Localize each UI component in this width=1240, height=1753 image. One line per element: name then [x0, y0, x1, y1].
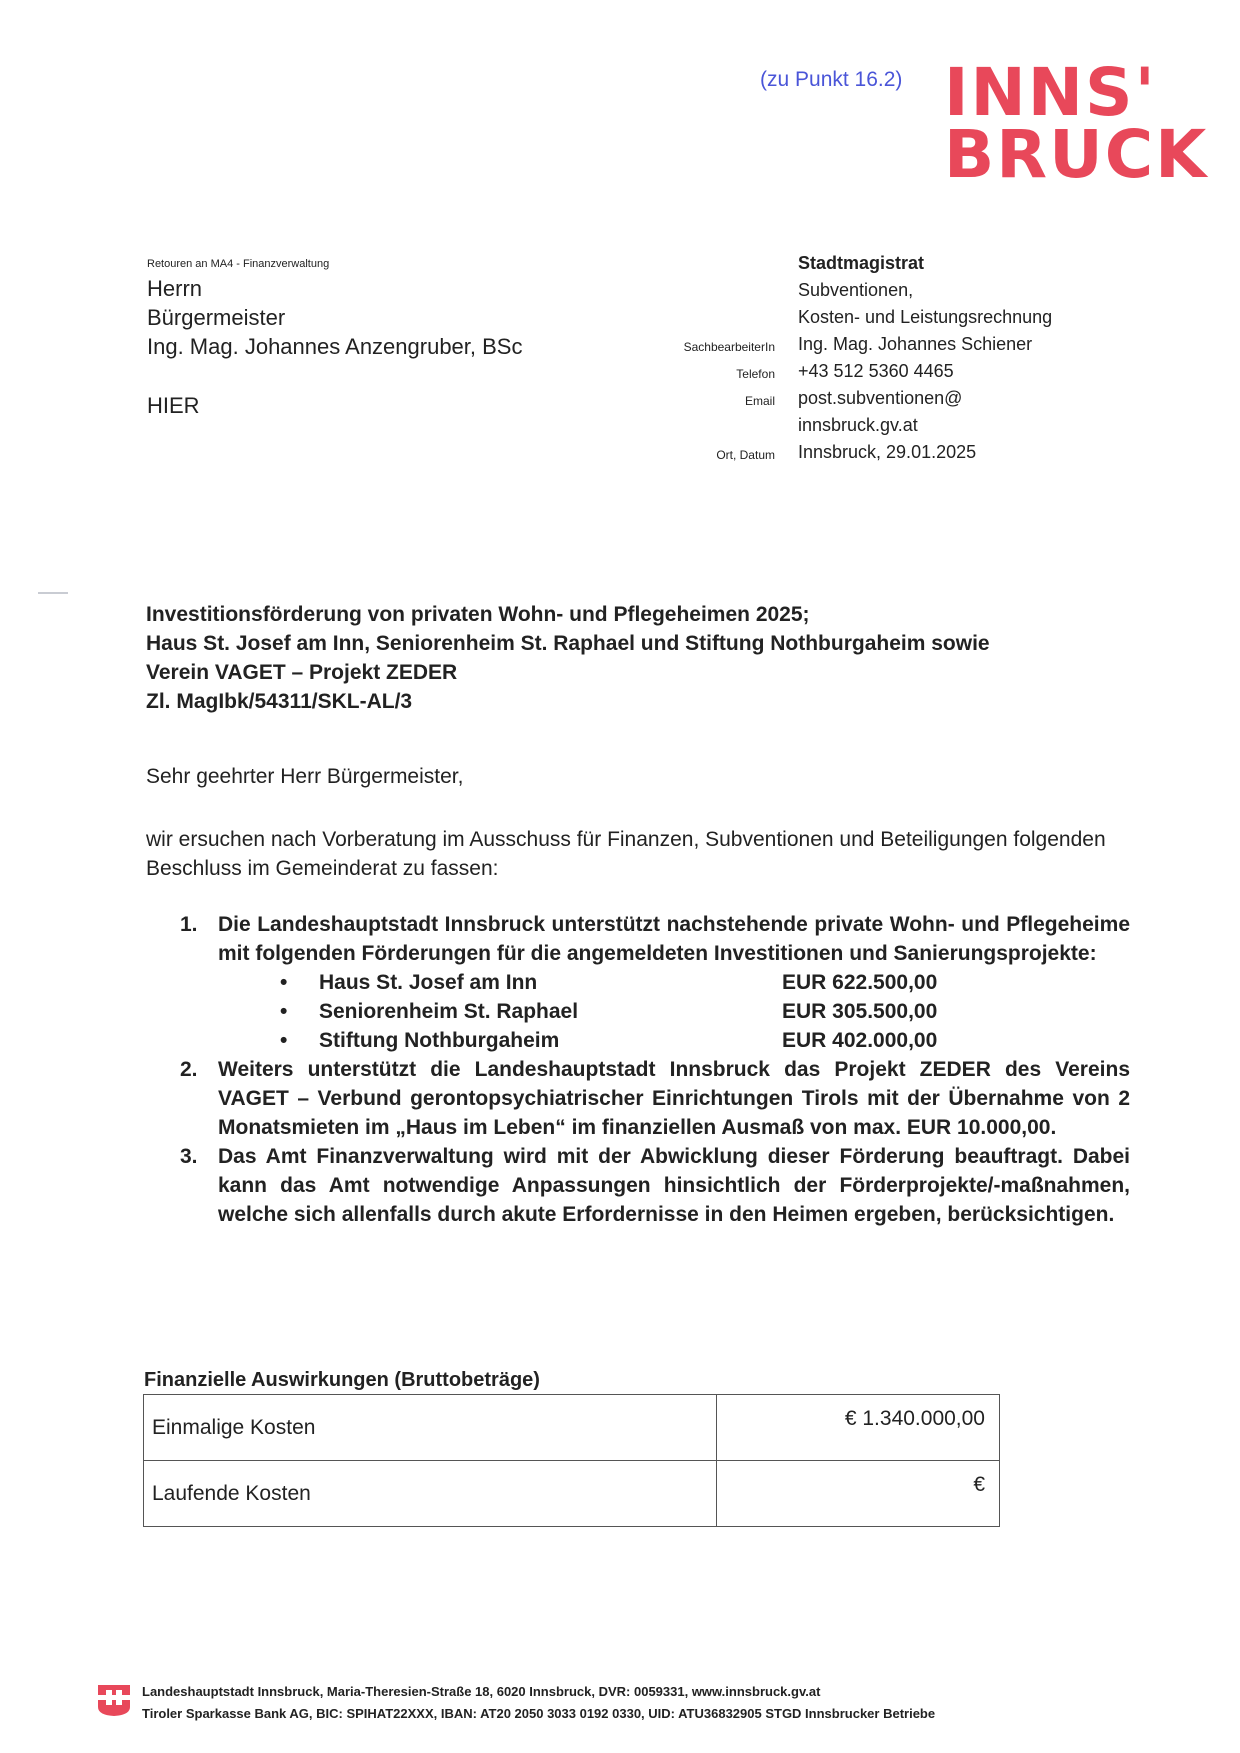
- logo-line-1: INNS': [944, 54, 1157, 131]
- sender-email[interactable]: post.subventionen@: [798, 388, 963, 408]
- recipient-line: Herrn: [147, 276, 203, 301]
- footer: [142, 1681, 935, 1725]
- resolution-item: [180, 1055, 1130, 1142]
- grant-name: Seniorenheim St. Raphael: [319, 1000, 579, 1023]
- footer-line-1: [142, 1681, 935, 1703]
- sender-department: Kosten- und Leistungsrechnung: [798, 307, 1053, 327]
- grant-item: [218, 1026, 1130, 1055]
- bullet-icon: •: [280, 1029, 288, 1052]
- innsbruck-logo: [944, 54, 1209, 193]
- sender-clerk: Ing. Mag. Johannes Schiener: [798, 334, 1033, 354]
- subject: [146, 600, 990, 716]
- resolution-text: Weiters unterstützt die Landeshauptstadt Innsbruck das Projekt ZEDER des Vereins VAGET – Verbund gerontopsychiatrischer Einrichtungen Tirols mit der Übernahme von 2 Monatsmieten im „Haus im Leben“ im finanziellen Ausmaß von max. EUR 10.000,00.: [218, 1058, 1130, 1139]
- reference-number: Zl. MagIbk/54311/SKL-AL/3: [146, 690, 413, 713]
- subject-line: Investitionsförderung von privaten Wohn- und Pflegeheimen 2025;: [146, 603, 810, 626]
- footer-address: , Maria-Theresien-Straße 18, 6020 Innsbruck, DVR: 0059331, www.innsbruck.gv.at: [319, 1684, 821, 1699]
- cost-label: Laufende Kosten: [144, 1461, 717, 1527]
- cost-label: Einmalige Kosten: [144, 1395, 717, 1461]
- financial-impact-title: Finanzielle Auswirkungen (Bruttobeträge): [144, 1369, 540, 1391]
- sender-info: [798, 250, 1052, 466]
- intro-paragraph: wir ersuchen nach Vorberatung im Ausschuss für Finanzen, Subventionen und Beteiligungen folgenden Beschluss im Gemeinderat zu fassen:: [146, 828, 1106, 880]
- subject-line: Haus St. Josef am Inn, Seniorenheim St. Raphael und Stiftung Nothburgaheim sowie: [146, 632, 990, 655]
- resolution-text: Das Amt Finanzverwaltung wird mit der Abwicklung dieser Förderung beauftragt. Dabei kann das Amt notwendige Anpassungen hinsichtlich der Förderprojekte/-maßnahmen, welche sich allenfalls durch akute Erfordernisse in den Heimen ergeben, berücksichtigen.: [218, 1145, 1130, 1226]
- sender-phone: +43 512 5360 4465: [798, 361, 954, 381]
- label-phone: Telefon: [736, 367, 775, 381]
- grant-amount: EUR 305.500,00: [782, 1000, 938, 1023]
- grant-name: Stiftung Nothburgaheim: [319, 1029, 560, 1052]
- label-clerk: SachbearbeiterIn: [683, 340, 775, 354]
- sender-email-domain[interactable]: innsbruck.gv.at: [798, 415, 918, 435]
- table-row: [144, 1395, 1000, 1461]
- recipient-line: Bürgermeister: [147, 305, 286, 330]
- reference-note: (zu Punkt 16.2): [760, 68, 903, 91]
- label-email: Email: [744, 394, 775, 408]
- grant-name: Haus St. Josef am Inn: [319, 971, 538, 994]
- recipient-location: HIER: [147, 393, 200, 418]
- grant-item: [218, 968, 1130, 997]
- grant-list: [218, 968, 1130, 1055]
- footer-line-2: Tiroler Sparkasse Bank AG, BIC: SPIHAT22XXX, IBAN: AT20 2050 3033 0192 0330, UID: ATU36832905 STGD Innsbrucker Betriebe: [142, 1706, 936, 1721]
- cost-value: €: [717, 1461, 1000, 1527]
- resolution-item: [180, 910, 1130, 1055]
- recipient-line: Ing. Mag. Johannes Anzengruber, BSc: [147, 334, 523, 359]
- sender-date: Innsbruck, 29.01.2025: [798, 442, 977, 462]
- salutation: Sehr geehrter Herr Bürgermeister,: [146, 765, 464, 788]
- city-crest-icon: [96, 1683, 132, 1722]
- bullet-icon: •: [280, 971, 288, 994]
- return-address: Retouren an MA4 - Finanzverwaltung: [147, 258, 330, 270]
- resolution-list: [180, 910, 1130, 1229]
- subject-line: Verein VAGET – Projekt ZEDER: [146, 661, 458, 684]
- sender-office: Stadtmagistrat: [798, 253, 925, 273]
- label-date: Ort, Datum: [716, 448, 775, 462]
- bullet-icon: •: [280, 1000, 288, 1023]
- resolution-number: 2.: [180, 1058, 198, 1081]
- resolution-number: 3.: [180, 1145, 198, 1168]
- resolution-number: 1.: [180, 913, 198, 936]
- sender-department: Subventionen,: [798, 280, 914, 300]
- footer-org: Landeshauptstadt Innsbruck: [142, 1684, 320, 1699]
- resolution-item: [180, 1142, 1130, 1229]
- resolution-text: Die Landeshauptstadt Innsbruck unterstützt nachstehende private Wohn- und Pflegeheime mit folgenden Förderungen für die angemeldeten Investitionen und Sanierungsprojekte:: [218, 913, 1130, 965]
- grant-amount: EUR 622.500,00: [782, 971, 938, 994]
- table-row: [144, 1461, 1000, 1527]
- financial-impact-table: [143, 1394, 1000, 1527]
- grant-item: [218, 997, 1130, 1026]
- grant-amount: EUR 402.000,00: [782, 1029, 938, 1052]
- recipient-address: [147, 274, 522, 361]
- cost-value: € 1.340.000,00: [717, 1395, 1000, 1461]
- logo-line-2: BRUCK: [944, 116, 1209, 193]
- fold-mark: [38, 592, 68, 594]
